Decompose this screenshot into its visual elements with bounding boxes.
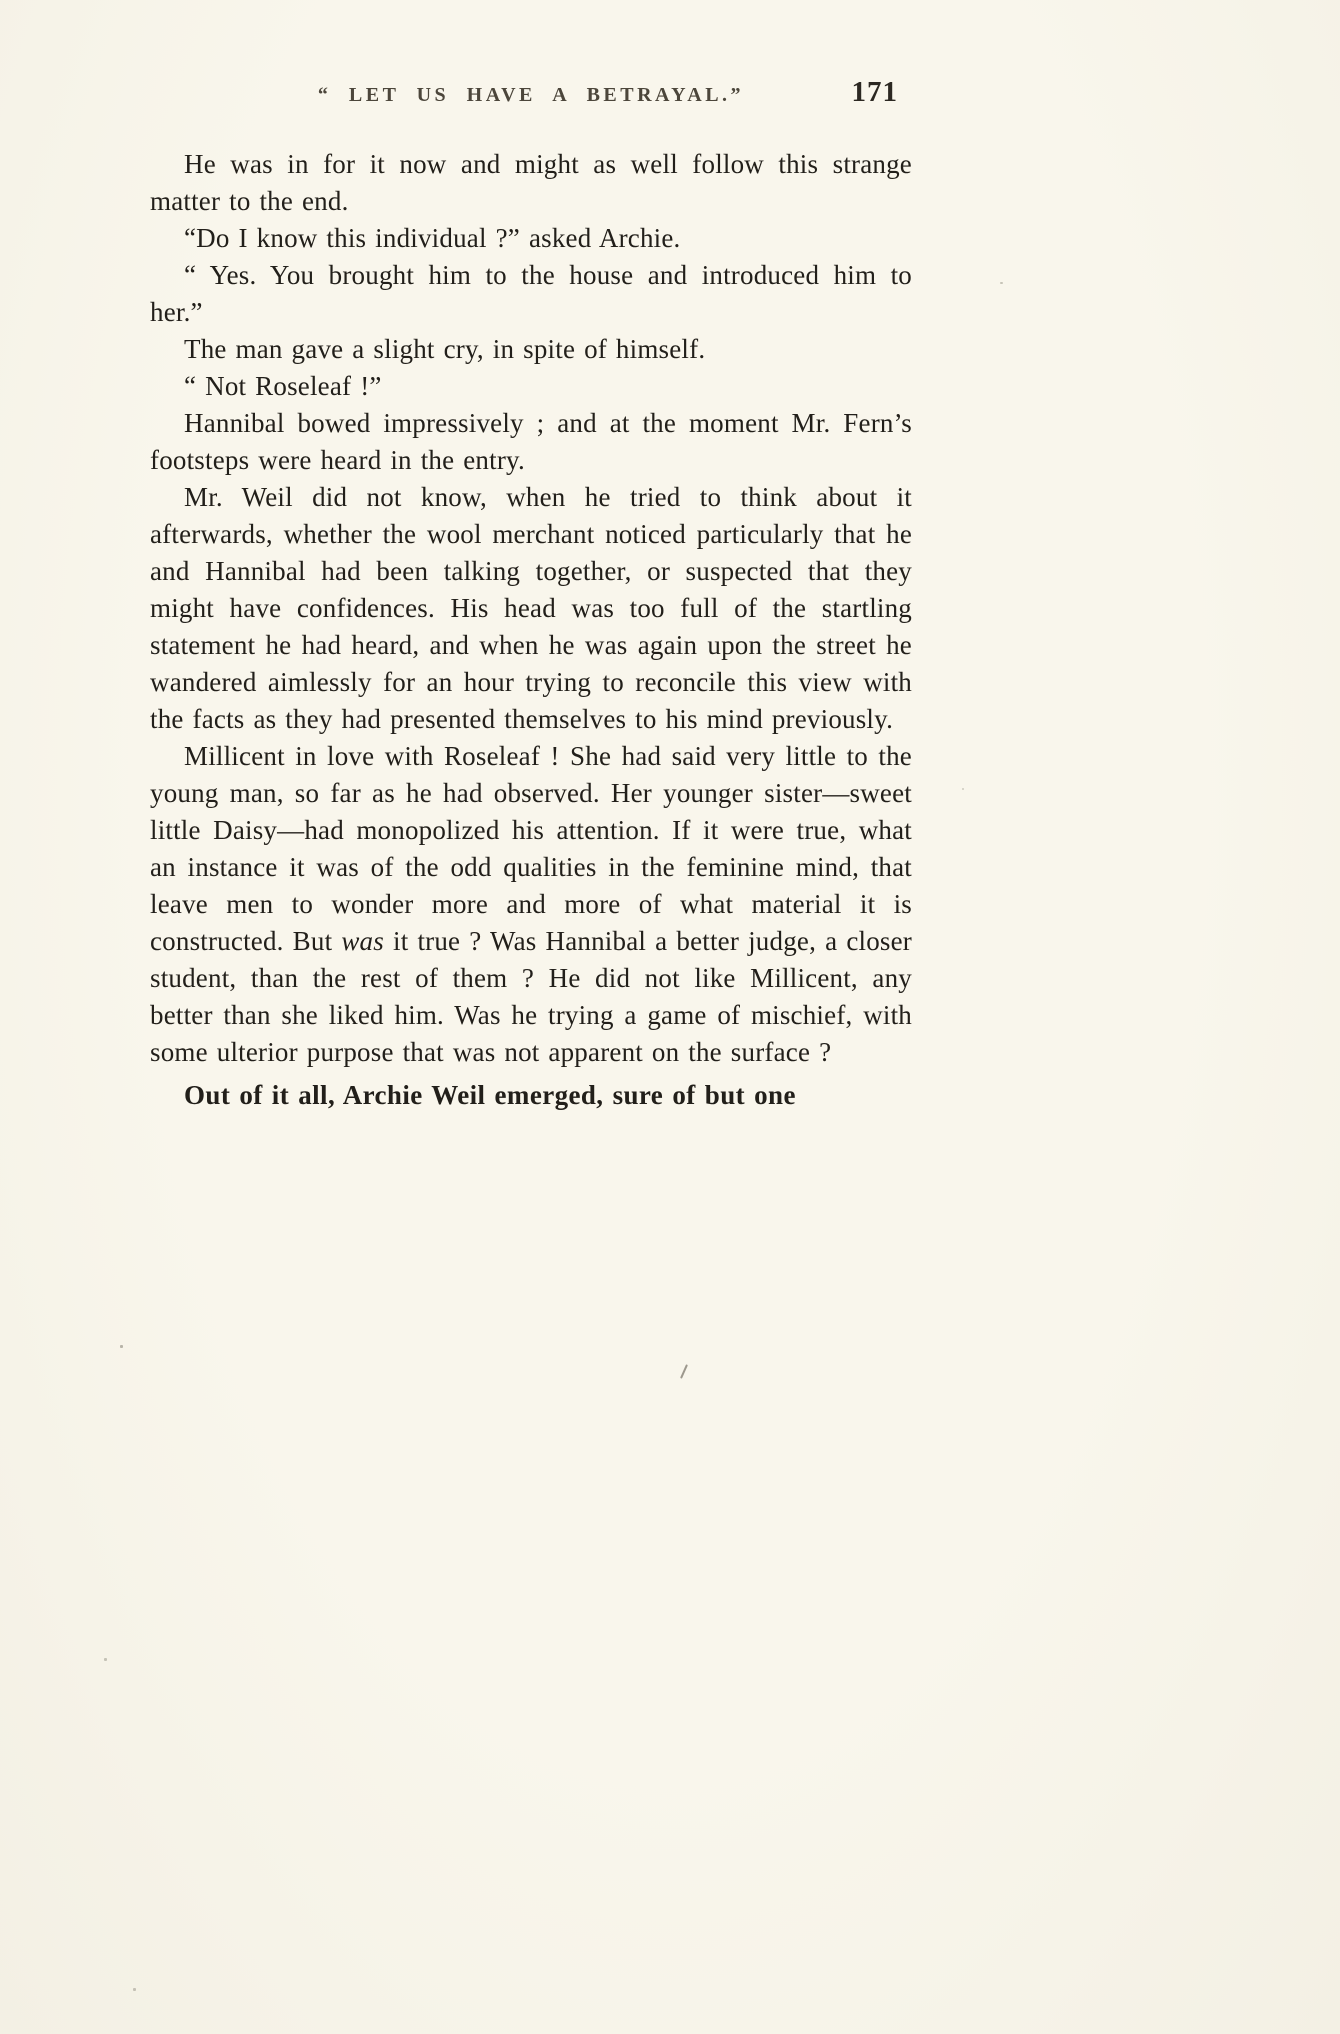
text-segment: The man gave a slight cry, in spite of himself.	[184, 334, 706, 364]
paragraph	[150, 368, 912, 405]
paragraph	[150, 146, 912, 220]
paragraph	[150, 738, 912, 1071]
page-text	[150, 146, 912, 1114]
text-segment: Out of it all, Archie Weil emerged, sure of but one	[184, 1080, 796, 1110]
paragraph	[150, 331, 912, 368]
paragraph	[150, 405, 912, 479]
scan-speck	[962, 788, 964, 790]
paragraph	[150, 220, 912, 257]
text-segment: “Do I know this individual ?” asked Archie.	[184, 223, 681, 253]
running-title: “ LET US HAVE A BETRAYAL.”	[317, 84, 745, 106]
text-segment: “ Not Roseleaf !”	[184, 371, 382, 401]
page-number: 171	[851, 76, 898, 108]
page-header	[150, 76, 912, 112]
scan-speck	[120, 1345, 123, 1348]
text-segment: He was in for it now and might as well follow this strange matter to the end.	[150, 149, 912, 216]
text-segment: “ Yes. You brought him to the house and introduced him to her.”	[150, 260, 912, 327]
text-segment: was	[341, 926, 384, 956]
text-segment: it true ? Was Hannibal a better judge, a closer student, than the rest of them ? He did not like Millicent, any better than she liked him. Was he trying a game of mischief, with some ulterior purpose that was not apparent on the surface ?	[150, 926, 912, 1067]
paragraph	[150, 257, 912, 331]
text-segment: Millicent in love with Roseleaf ! She had said very little to the young man, so far as he had observed. Her younger sister—sweet little Daisy—had monopolized his attention. If it were true, what an instance it was of the odd qualities in the feminine mind, that leave men to wonder more and more of what material it is constructed. But	[150, 741, 912, 956]
scan-speck	[1000, 282, 1003, 284]
text-segment: Mr. Weil did not know, when he tried to think about it afterwards, whether the wool merchant noticed particularly that he and Hannibal had been talking together, or suspected that they might have confidences. His head was too full of the startling statement he had heard, and when he was again upon the street he wandered aimlessly for an hour trying to reconcile this view with the facts as they had presented themselves to his mind previously.	[150, 482, 912, 734]
paragraph	[150, 1077, 912, 1114]
scan-speck	[680, 1364, 688, 1379]
paragraph	[150, 479, 912, 738]
scan-speck	[104, 1658, 107, 1661]
scan-speck	[133, 1988, 136, 1991]
text-segment: Hannibal bowed impressively ; and at the moment Mr. Fern’s footsteps were heard in the entry.	[150, 408, 912, 475]
